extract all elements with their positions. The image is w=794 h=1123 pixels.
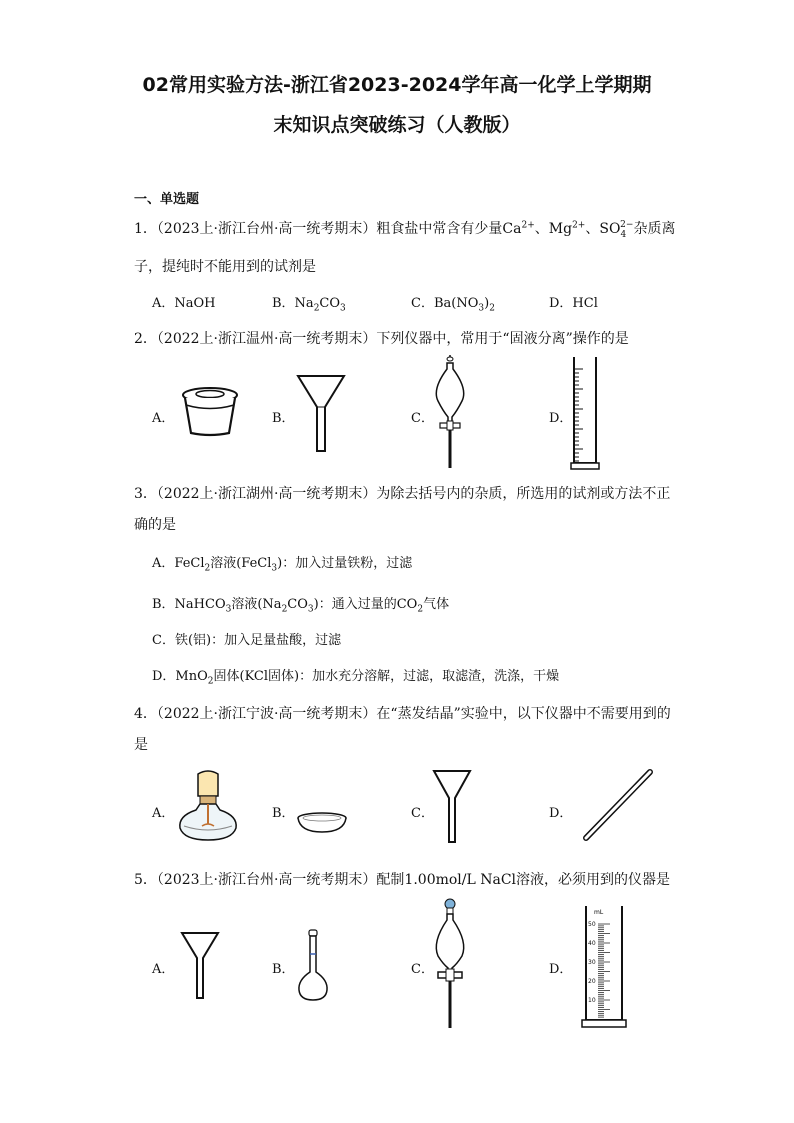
q4-option-a[interactable]: A． bbox=[152, 806, 175, 821]
q4-option-c[interactable]: C． bbox=[411, 806, 434, 821]
funnel-image bbox=[432, 768, 472, 844]
q5-option-b[interactable]: B． bbox=[272, 962, 295, 977]
section-heading: 一、单选题 bbox=[134, 192, 200, 207]
question-4-text: 4．（2022上·浙江宁波·高一统考期末）在“蒸发结晶”实验中，以下仪器中不需要用到的 bbox=[134, 706, 671, 722]
q3-option-a[interactable]: A．FeCl$_2$溶液(FeCl$_3$)：加入过量铁粉，过滤 bbox=[152, 556, 413, 574]
q4-option-d[interactable]: D． bbox=[549, 806, 573, 821]
evaporating-dish-image bbox=[296, 812, 348, 834]
glass-rod-image bbox=[582, 768, 654, 842]
question-1-text-line2: 子，提纯时不能用到的试剂是 bbox=[134, 259, 316, 275]
question-2-text: 2．（2022上·浙江温州·高一统考期末）下列仪器中，常用于“固液分离”操作的是 bbox=[134, 331, 629, 347]
cylinder-tick-label: 30 bbox=[588, 959, 596, 966]
question-4-text-line2: 是 bbox=[134, 737, 148, 753]
question-5-text: 5．（2023上·浙江台州·高一统考期末）配制1.00mol/L NaCl溶液，必须用到的仪器是 bbox=[134, 872, 671, 888]
graduated-cylinder-image bbox=[580, 902, 630, 1030]
q3-option-c[interactable]: C．铁(铝)：加入足量盐酸，过滤 bbox=[152, 633, 342, 648]
alcohol-lamp-image bbox=[176, 770, 240, 844]
q5-option-d[interactable]: D． bbox=[549, 962, 573, 977]
crucible-image bbox=[180, 385, 240, 439]
q5-option-a[interactable]: A． bbox=[152, 962, 175, 977]
graduated-cylinder-image bbox=[570, 355, 600, 473]
question-3-text: 3．（2022上·浙江湖州·高一统考期末）为除去括号内的杂质，所选用的试剂或方法不正 bbox=[134, 486, 671, 502]
q1-option-b[interactable]: B．$Na_2CO_3$ bbox=[272, 296, 346, 314]
q1-option-a[interactable]: A．NaOH bbox=[152, 296, 216, 311]
q3-option-b[interactable]: B．NaHCO$_3$溶液$(Na_2CO_3)$：通入过量的$CO_2$气体 bbox=[152, 597, 450, 615]
separatory-funnel-image bbox=[430, 355, 470, 470]
separatory-funnel-image bbox=[430, 898, 470, 1030]
cylinder-tick-label: 10 bbox=[588, 997, 596, 1004]
q1-option-d[interactable]: D．HCl bbox=[549, 296, 598, 311]
page-title-line1: 02常用实验方法-浙江省2023-2024学年高一化学上学期期 bbox=[142, 74, 652, 96]
cylinder-tick-label: 40 bbox=[588, 940, 596, 947]
volumetric-flask-image bbox=[296, 930, 330, 1002]
q2-option-c[interactable]: C． bbox=[411, 411, 434, 426]
q2-option-b[interactable]: B． bbox=[272, 411, 295, 426]
page-title-line2: 末知识点突破练习（人教版） bbox=[273, 114, 521, 136]
q2-option-d[interactable]: D． bbox=[549, 411, 573, 426]
cylinder-tick-label: 20 bbox=[588, 978, 596, 985]
q5-option-c[interactable]: C． bbox=[411, 962, 434, 977]
q2-option-a[interactable]: A． bbox=[152, 411, 175, 426]
q4-option-b[interactable]: B． bbox=[272, 806, 295, 821]
question-3-text-line2: 确的是 bbox=[134, 517, 176, 533]
q1-option-c[interactable]: C．$Ba(NO_3)_2$ bbox=[411, 296, 495, 314]
question-1-text: 1．（2023上·浙江台州·高一统考期末）粗食盐中常含有少量$Ca^{2+}$、$Mg^{2+}$、$SO_4^{2-}$杂质离 bbox=[134, 220, 676, 240]
cylinder-unit-label: mL bbox=[594, 909, 604, 916]
funnel-image bbox=[180, 930, 220, 1000]
q3-option-d[interactable]: D．MnO$_2$固体(KCl固体)：加水充分溶解，过滤，取滤渣，洗涤，干燥 bbox=[152, 669, 560, 687]
cylinder-tick-label: 50 bbox=[588, 921, 596, 928]
funnel-image bbox=[296, 373, 346, 453]
